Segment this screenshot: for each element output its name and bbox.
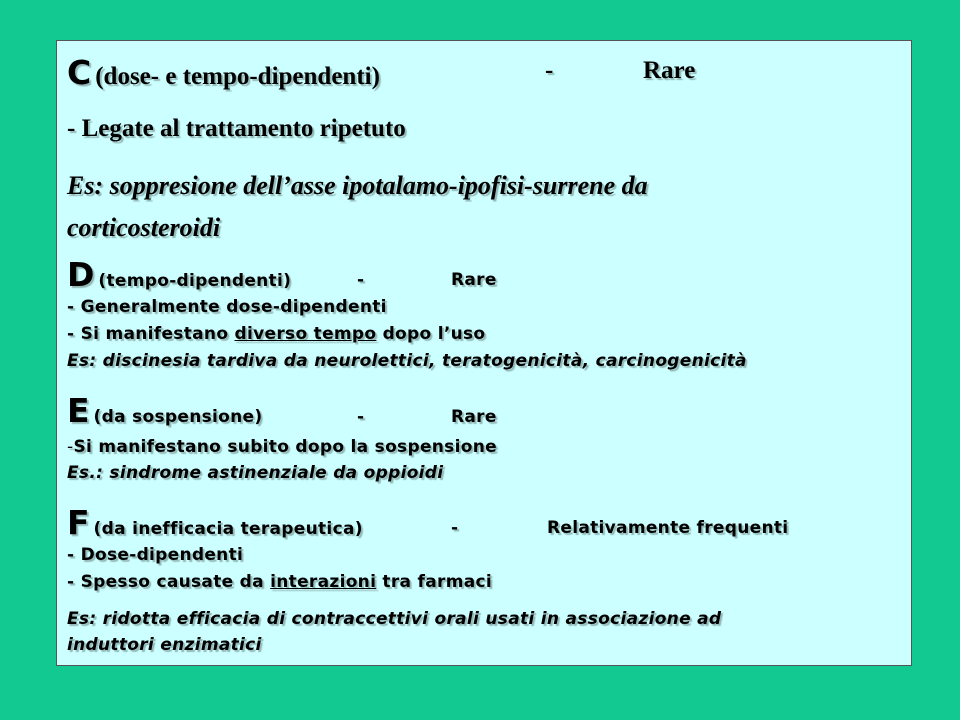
section-f-line-2-underlined: interazioni xyxy=(270,572,377,592)
content-box xyxy=(56,40,912,666)
section-e-example: Es.: sindrome astinenziale da oppioidi xyxy=(67,463,444,483)
section-d-letter: D xyxy=(67,255,95,294)
section-c-header xyxy=(67,53,380,92)
section-e-line-1 xyxy=(67,437,497,457)
section-c-title: (dose- e tempo-dipendenti) xyxy=(95,63,380,90)
section-d-line-2-pre: - Si manifestano xyxy=(67,324,235,344)
section-f-line-2-pre: - Spesso causate da xyxy=(67,572,271,592)
section-f-example-cont: induttori enzimatici xyxy=(67,635,262,655)
section-d-line-1: - Generalmente dose-dipendenti xyxy=(67,297,387,317)
section-f-title: (da inefficacia terapeutica) xyxy=(93,519,363,539)
section-c-example: Es: soppresione dell’asse ipotalamo-ipofisi-surrene da xyxy=(67,171,648,200)
section-f-letter: F xyxy=(67,503,90,542)
section-d-line-2-post: dopo l’uso xyxy=(376,324,486,344)
section-d-line-2-underlined: diverso tempo xyxy=(234,324,377,344)
section-f-frequency: Relativamente frequenti xyxy=(547,518,789,538)
section-d-example: Es: discinesia tardiva da neurolettici, teratogenicità, carcinogenicità xyxy=(67,351,747,371)
section-e-header xyxy=(67,391,262,430)
section-c-letter: C xyxy=(67,53,92,92)
section-d-title: (tempo-dipendenti) xyxy=(98,271,292,291)
section-d-header xyxy=(67,255,291,294)
section-e-frequency: Rare xyxy=(451,407,497,427)
section-d-dash: - xyxy=(357,270,365,290)
section-d-line-2 xyxy=(67,324,485,344)
section-e-letter: E xyxy=(67,391,90,430)
section-c-example-cont: corticosteroidi xyxy=(67,213,221,242)
section-e-title: (da sospensione) xyxy=(93,407,263,427)
section-f-line-2 xyxy=(67,572,492,592)
section-c-line-1: - Legate al trattamento ripetuto xyxy=(67,115,406,142)
section-f-line-2-post: tra farmaci xyxy=(376,572,492,592)
section-e-dash: - xyxy=(357,407,365,427)
section-f-line-1: - Dose-dipendenti xyxy=(67,545,244,565)
section-f-dash: - xyxy=(451,518,459,538)
section-f-example: Es: ridotta efficacia di contraccettivi orali usati in associazione ad xyxy=(67,609,722,629)
section-d-frequency: Rare xyxy=(451,270,497,290)
section-f-header xyxy=(67,503,363,542)
section-e-line-1-text: Si manifestano subito dopo la sospensione xyxy=(73,437,497,457)
section-c-dash: - xyxy=(545,57,554,84)
section-e-line-1-dash: - xyxy=(67,437,74,457)
section-c-frequency: Rare xyxy=(643,57,696,84)
